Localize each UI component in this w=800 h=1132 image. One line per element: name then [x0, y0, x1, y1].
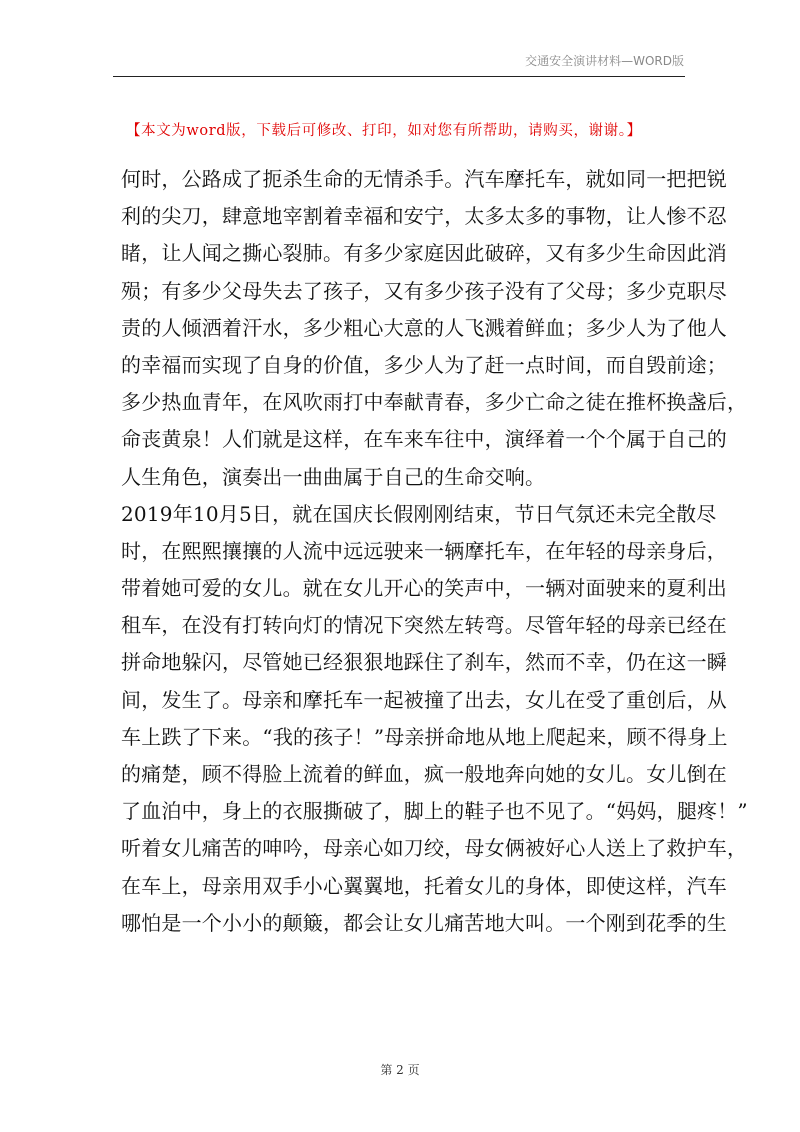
text-line: 租车，在没有打转向灯的情况下突然左转弯。尽管年轻的母亲已经在 — [121, 613, 727, 638]
text-line: 时，在熙熙攘攘的人流中远远驶来一辆摩托车，在年轻的母亲身后， — [121, 538, 727, 563]
text-line: 车上跌了下来。“我的孩子！”母亲拼命地从地上爬起来，顾不得身上 — [121, 724, 728, 749]
text-line: 何时，公路成了扼杀生命的无情杀手。汽车摩托车，就如同一把把锐 — [121, 167, 727, 191]
paragraph-2 — [121, 496, 748, 942]
text-line: 人生角色，演奏出一曲曲属于自己的生命交响。 — [121, 464, 546, 489]
text-line: 带着她可爱的女儿。就在女儿开心的笑声中，一辆对面驶来的夏利出 — [121, 576, 727, 601]
text-line: 多少热血青年，在风吹雨打中奉献青春，多少亡命之徒在推杯换盏后， — [121, 390, 748, 415]
text-line: 利的尖刀，肆意地宰割着幸福和安宁，太多太多的事物，让人惨不忍 — [121, 204, 727, 229]
text-line: 的幸福而实现了自身的价值，多少人为了赶一点时间，而自毁前途； — [121, 352, 727, 377]
text-line: 命丧黄泉！人们就是这样，在车来车往中，演绎着一个个属于自己的 — [121, 427, 727, 452]
page-number: 第 2 页 — [380, 1063, 420, 1077]
text-line: 责的人倾洒着汗水，多少粗心大意的人飞溅着鲜血；多少人为了他人 — [121, 315, 727, 340]
text-line: 听着女儿痛苦的呻吟，母亲心如刀绞，母女俩被好心人送上了救护车， — [121, 836, 748, 861]
document-body — [121, 161, 748, 942]
text-line: 睹，让人闻之撕心裂肺。有多少家庭因此破碎，又有多少生命因此消 — [121, 241, 727, 266]
text-line: 间，发生了。母亲和摩托车一起被撞了出去，女儿在受了重创后，从 — [121, 687, 727, 712]
paragraph-1 — [121, 161, 748, 496]
text-line: 2019年10月5日，就在国庆长假刚刚结束，节日气氛还未完全散尽 — [121, 501, 717, 526]
text-line: 在车上，母亲用双手小心翼翼地，托着女儿的身体，即使这样，汽车 — [121, 873, 727, 898]
text-line: 殒；有多少父母失去了孩子，又有多少孩子没有了父母；多少克职尽 — [121, 278, 727, 303]
text-line: 哪怕是一个小小的颠簸，都会让女儿痛苦地大叫。一个刚到花季的生 — [121, 910, 727, 935]
header-divider — [113, 76, 685, 77]
purchase-notice: 【本文为word版，下载后可修改、打印，如对您有所帮助，请购买，谢谢。】 — [126, 123, 642, 139]
page-header: 交通安全演讲材料—WORD版 — [525, 54, 684, 68]
text-line: 的痛楚，顾不得脸上流着的鲜血，疯一般地奔向她的女儿。女儿倒在 — [121, 762, 727, 786]
text-line: 拼命地躲闪，尽管她已经狠狠地踩住了刹车，然而不幸，仍在这一瞬 — [121, 650, 727, 675]
text-line: 了血泊中，身上的衣服撕破了，脚上的鞋子也不见了。“妈妈，腿疼！” — [121, 799, 748, 824]
